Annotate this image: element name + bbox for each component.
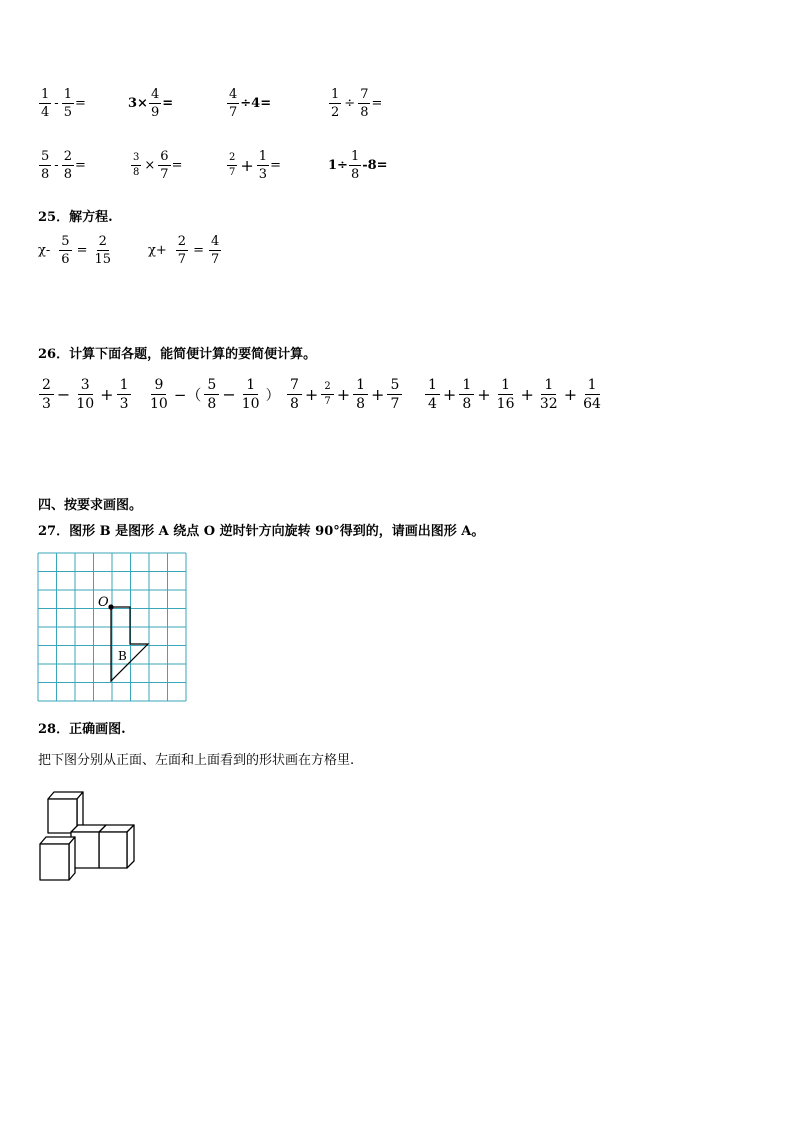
fraction: $\frac{5}{8}$ bbox=[204, 378, 219, 411]
fraction: $\frac{3}{10}$ bbox=[76, 377, 95, 412]
q28-title: 28．正确画图. bbox=[38, 722, 126, 737]
q24-row2-a: $\frac{5}{8}$ - $\frac{2}{8}$ = bbox=[41, 149, 86, 182]
fraction: $\frac{1}{5}$ bbox=[63, 87, 72, 120]
q25-equation-1: χ- $\frac{5}{6}$ = $\frac{2}{15}$ bbox=[38, 234, 112, 267]
fraction: $\frac{4}{9}$ bbox=[150, 87, 160, 120]
cube-side-face bbox=[69, 837, 75, 880]
fraction: $\frac{1}{8}$ bbox=[459, 378, 474, 411]
fraction: $\frac{1}{32}$ bbox=[539, 377, 558, 412]
q24-row1-a: $\frac{1}{4}$ - $\frac{1}{5}$ = bbox=[41, 87, 86, 120]
q24-row2-d: 1÷ $\frac{1}{8}$ -8= bbox=[328, 149, 388, 182]
cube-stack-figure bbox=[36, 786, 142, 886]
q25-equation-2: χ+ $\frac{2}{7}$ = $\frac{4}{7}$ bbox=[148, 234, 220, 267]
q28-instruction: 把下图分别从正面、左面和上面看到的形状画在方格里. bbox=[38, 753, 355, 768]
fraction: $\frac{2}{7}$ bbox=[229, 152, 236, 178]
fraction: $\frac{3}{8}$ bbox=[133, 152, 140, 178]
fraction: $\frac{4}{7}$ bbox=[229, 87, 238, 120]
fraction: $\frac{1}{8}$ bbox=[353, 378, 368, 411]
cube-side-face bbox=[127, 825, 134, 868]
fraction: $\frac{9}{10}$ bbox=[150, 377, 168, 412]
fraction: $\frac{2}{7}$ bbox=[321, 382, 333, 407]
fraction: $\frac{6}{7}$ bbox=[160, 149, 169, 182]
q26-expression-1: $\frac{2}{3}$ − $\frac{3}{10}$ + $\frac{1}{3}$ bbox=[38, 378, 132, 411]
point-o-label: O bbox=[98, 595, 109, 610]
cube-front-face bbox=[99, 832, 127, 868]
fraction: $\frac{1}{4}$ bbox=[41, 87, 50, 120]
fraction: $\frac{4}{7}$ bbox=[210, 234, 220, 267]
fraction: $\frac{5}{7}$ bbox=[387, 378, 402, 411]
fraction: $\frac{5}{8}$ bbox=[41, 149, 50, 182]
q27-title: 27．图形 B 是图形 A 绕点 O 逆时针方向旋转 90°得到的，请画出图形 A。 bbox=[38, 524, 485, 539]
fraction: $\frac{2}{7}$ bbox=[177, 234, 187, 267]
q24-row1-d: $\frac{1}{2}$ ÷ $\frac{7}{8}$ = bbox=[331, 87, 383, 120]
section-4-title: 四、按要求画图。 bbox=[38, 498, 143, 513]
q26-expression-2: $\frac{9}{10}$ −（ $\frac{5}{8}$ − $\frac{1}{10}$ ） bbox=[146, 378, 282, 411]
square-grid bbox=[38, 553, 186, 701]
fraction: $\frac{1}{2}$ bbox=[331, 87, 340, 120]
fraction: $\frac{2}{15}$ bbox=[94, 234, 112, 267]
fraction: $\frac{1}{16}$ bbox=[496, 377, 515, 412]
q26-expression-3: $\frac{7}{8}$ + $\frac{2}{7}$ + $\frac{1}{8}$ + $\frac{5}{7}$ bbox=[286, 378, 403, 411]
fraction: $\frac{2}{3}$ bbox=[39, 378, 54, 411]
cube-top-face bbox=[71, 825, 106, 832]
cube-front-face bbox=[48, 799, 77, 833]
fraction: $\frac{1}{3}$ bbox=[258, 149, 268, 182]
q25-title: 25．解方程. bbox=[38, 210, 113, 225]
rotation-grid-figure bbox=[37, 552, 187, 702]
q26-title: 26．计算下面各题，能简便计算的要简便计算。 bbox=[38, 347, 317, 362]
q24-row2-b: $\frac{3}{8}$ × $\frac{6}{7}$ = bbox=[133, 149, 183, 182]
shape-b-label: B bbox=[118, 649, 127, 663]
q24-row1-b: 3× $\frac{4}{9}$ = bbox=[128, 87, 174, 120]
fraction: $\frac{7}{8}$ bbox=[287, 378, 302, 411]
fraction: $\frac{1}{3}$ bbox=[117, 378, 132, 411]
point-o bbox=[108, 604, 113, 609]
q24-row2-c: $\frac{2}{7}$ + $\frac{1}{3}$ = bbox=[229, 149, 281, 182]
fraction: $\frac{1}{64}$ bbox=[583, 377, 601, 412]
cube-front-face bbox=[40, 844, 69, 880]
fraction: $\frac{5}{6}$ bbox=[61, 234, 70, 267]
q24-row1-c: $\frac{4}{7}$ ÷4= bbox=[229, 87, 272, 120]
fraction: $\frac{1}{10}$ bbox=[241, 377, 260, 412]
fraction: $\frac{7}{8}$ bbox=[360, 87, 369, 120]
fraction: $\frac{1}{8}$ bbox=[350, 149, 360, 182]
fraction: $\frac{1}{4}$ bbox=[425, 378, 440, 411]
q26-expression-4: $\frac{1}{4}$ + $\frac{1}{8}$ + $\frac{1}{16}$ + $\frac{1}{32}$ + $\frac{1}{64}$ bbox=[424, 378, 605, 411]
fraction: $\frac{2}{8}$ bbox=[63, 149, 72, 182]
shape-b bbox=[111, 607, 148, 681]
